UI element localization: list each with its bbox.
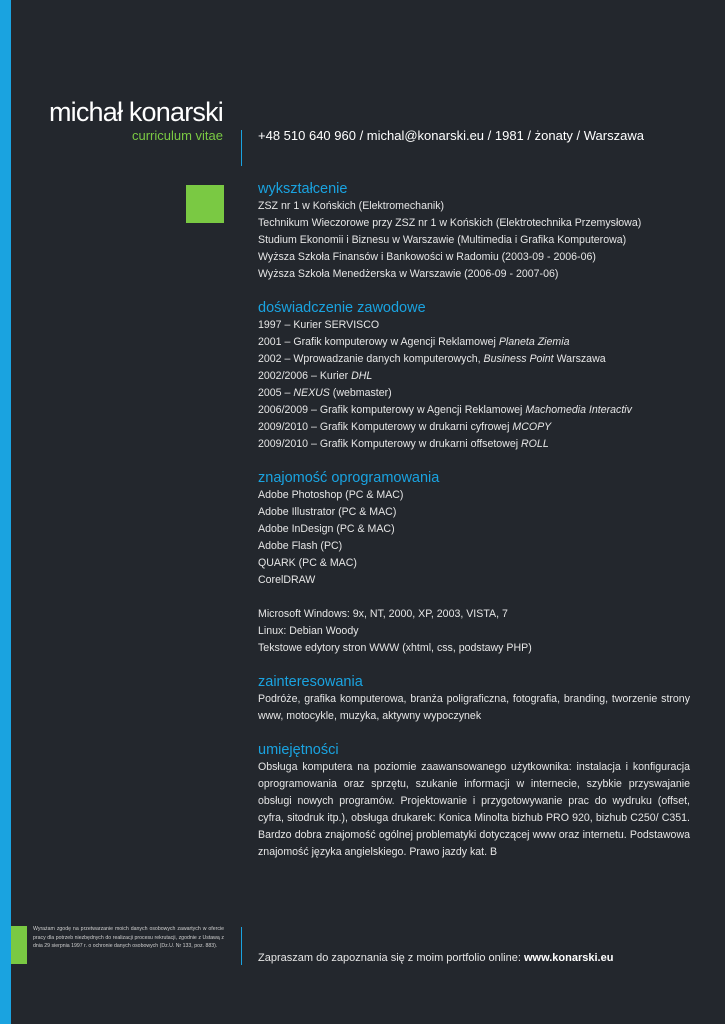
company-name: NEXUS [293,387,330,399]
list-item: Linux: Debian Woody [258,625,359,637]
header-divider [241,130,242,166]
experience-text: 2002/2006 – Kurier [258,370,352,382]
experience-item [258,436,690,453]
list-item: Studium Ekonomii i Biznesu w Warszawie (Multimedia i Grafika Komputerowa) [258,234,627,246]
list-item: Wyższa Szkoła Finansów i Bankowości w Radomiu (2003-09 - 2006-06) [258,251,596,263]
section-interests [258,673,690,725]
education-list [258,198,690,283]
section-skills [258,741,690,861]
contact-info: +48 510 640 960 / michal@konarski.eu / 1981 / żonaty / Warszawa [258,128,644,143]
experience-item [258,385,690,402]
experience-text: 2001 – Grafik komputerowy w Agencji Reklamowej [258,336,499,348]
footer-divider [241,927,242,965]
portfolio-text: Zapraszam do zapoznania się z moim portfolio online: [258,952,524,964]
section-title-software: znajomość oprogramowania [258,470,440,486]
experience-item [258,368,690,385]
list-item: Wyższa Szkoła Menedżerska w Warszawie (2006-09 - 2007-06) [258,268,559,280]
list-item: Adobe Flash (PC) [258,540,343,552]
company-name: Machomedia Interactiv [525,404,632,416]
green-accent-footer [11,926,27,964]
data-consent-clause: Wyrażam zgodę na przetwarzanie moich danych osobowych zawartych w ofercie pracy dla potrzeb niezbędnych do realizacji procesu rekrutacji, zgodnie z Ustawą z dnia 29 sierpnia 1997 r. o ochronie danych osobowych (Dz.U. Nr 133, poz. 883). [33,926,224,949]
list-item: Tekstowe edytory stron WWW (xhtml, css, podstawy PHP) [258,642,532,654]
experience-text: (webmaster) [329,387,392,399]
list-item: Adobe Illustrator (PC & MAC) [258,506,397,518]
section-title-experience: doświadczenie zawodowe [258,300,426,316]
company-name: ROLL [521,438,549,450]
list-item: CorelDRAW [258,574,316,586]
list-item: QUARK (PC & MAC) [258,557,357,569]
section-title-interests: zainteresowania [258,674,363,690]
experience-item [258,351,690,368]
section-title-skills: umiejętności [258,742,339,758]
experience-text: 2002 – Wprowadzanie danych komputerowych, [258,353,484,365]
list-item: Adobe Photoshop (PC & MAC) [258,489,404,501]
experience-item [258,317,690,334]
company-name: Planeta Ziemia [498,336,570,348]
experience-text: 2009/2010 – Grafik Komputerowy w drukarni offsetowej [258,438,522,450]
cv-subtitle: curriculum vitae [131,128,223,143]
experience-list [258,317,690,453]
systems-list [258,606,690,657]
software-list [258,487,690,589]
portfolio-link[interactable]: www.konarski.eu [523,952,614,964]
list-item: Technikum Wieczorowe przy ZSZ nr 1 w Końskich (Elektrotechnika Przemysłowa) [258,217,642,229]
experience-item [258,419,690,436]
experience-item [258,334,690,351]
left-accent-bar [0,0,11,1024]
experience-text: 1997 – Kurier SERVISCO [258,319,380,331]
portfolio-note [258,952,613,964]
company-name: Business Point [483,353,554,365]
interests-text: Podróże, grafika komputerowa, branża poligraficzna, fotografia, branding, tworzenie strony www, motocykle, muzyka, aktywny wypoczynek [258,693,690,722]
section-experience [258,299,690,453]
experience-text: 2009/2010 – Grafik Komputerowy w drukarni cyfrowej [258,421,513,433]
green-accent-square [186,185,224,223]
experience-text: 2005 – [258,387,294,399]
cv-owner-name: michał konarski [48,97,223,127]
list-item: Microsoft Windows: 9x, NT, 2000, XP, 2003, VISTA, 7 [258,608,508,620]
company-name: DHL [351,370,373,382]
list-item: ZSZ nr 1 w Końskich (Elektromechanik) [258,200,445,212]
cv-content [258,180,690,877]
experience-text: Warszawa [553,353,606,365]
list-spacer [258,589,690,606]
list-item: Adobe InDesign (PC & MAC) [258,523,395,535]
section-title-education: wykształcenie [258,181,348,197]
experience-text: 2006/2009 – Grafik komputerowy w Agencji Reklamowej [258,404,526,416]
section-education [258,180,690,283]
experience-item [258,402,690,419]
company-name: MCOPY [512,421,552,433]
section-software [258,469,690,657]
skills-text: Obsługa komputera na poziomie zaawansowanego użytkownika: instalacja i konfiguracja oprogramowania oraz sprzętu, szukanie informacji w internecie, szybkie przyswajanie obsługi nowych programów. Projektowanie i przygotowywanie prac do wydruku (offset, cyfra, sitodruk itp.), obsługa drukarek: Konica Minolta bizhub PRO 920, bizhub C250/ C351. Bardzo dobra znajomość ogólnej problematyki dotyczącej www oraz internetu. Podstawowa znajomość języka angielskiego. Prawo jazdy kat. B [258,761,690,858]
